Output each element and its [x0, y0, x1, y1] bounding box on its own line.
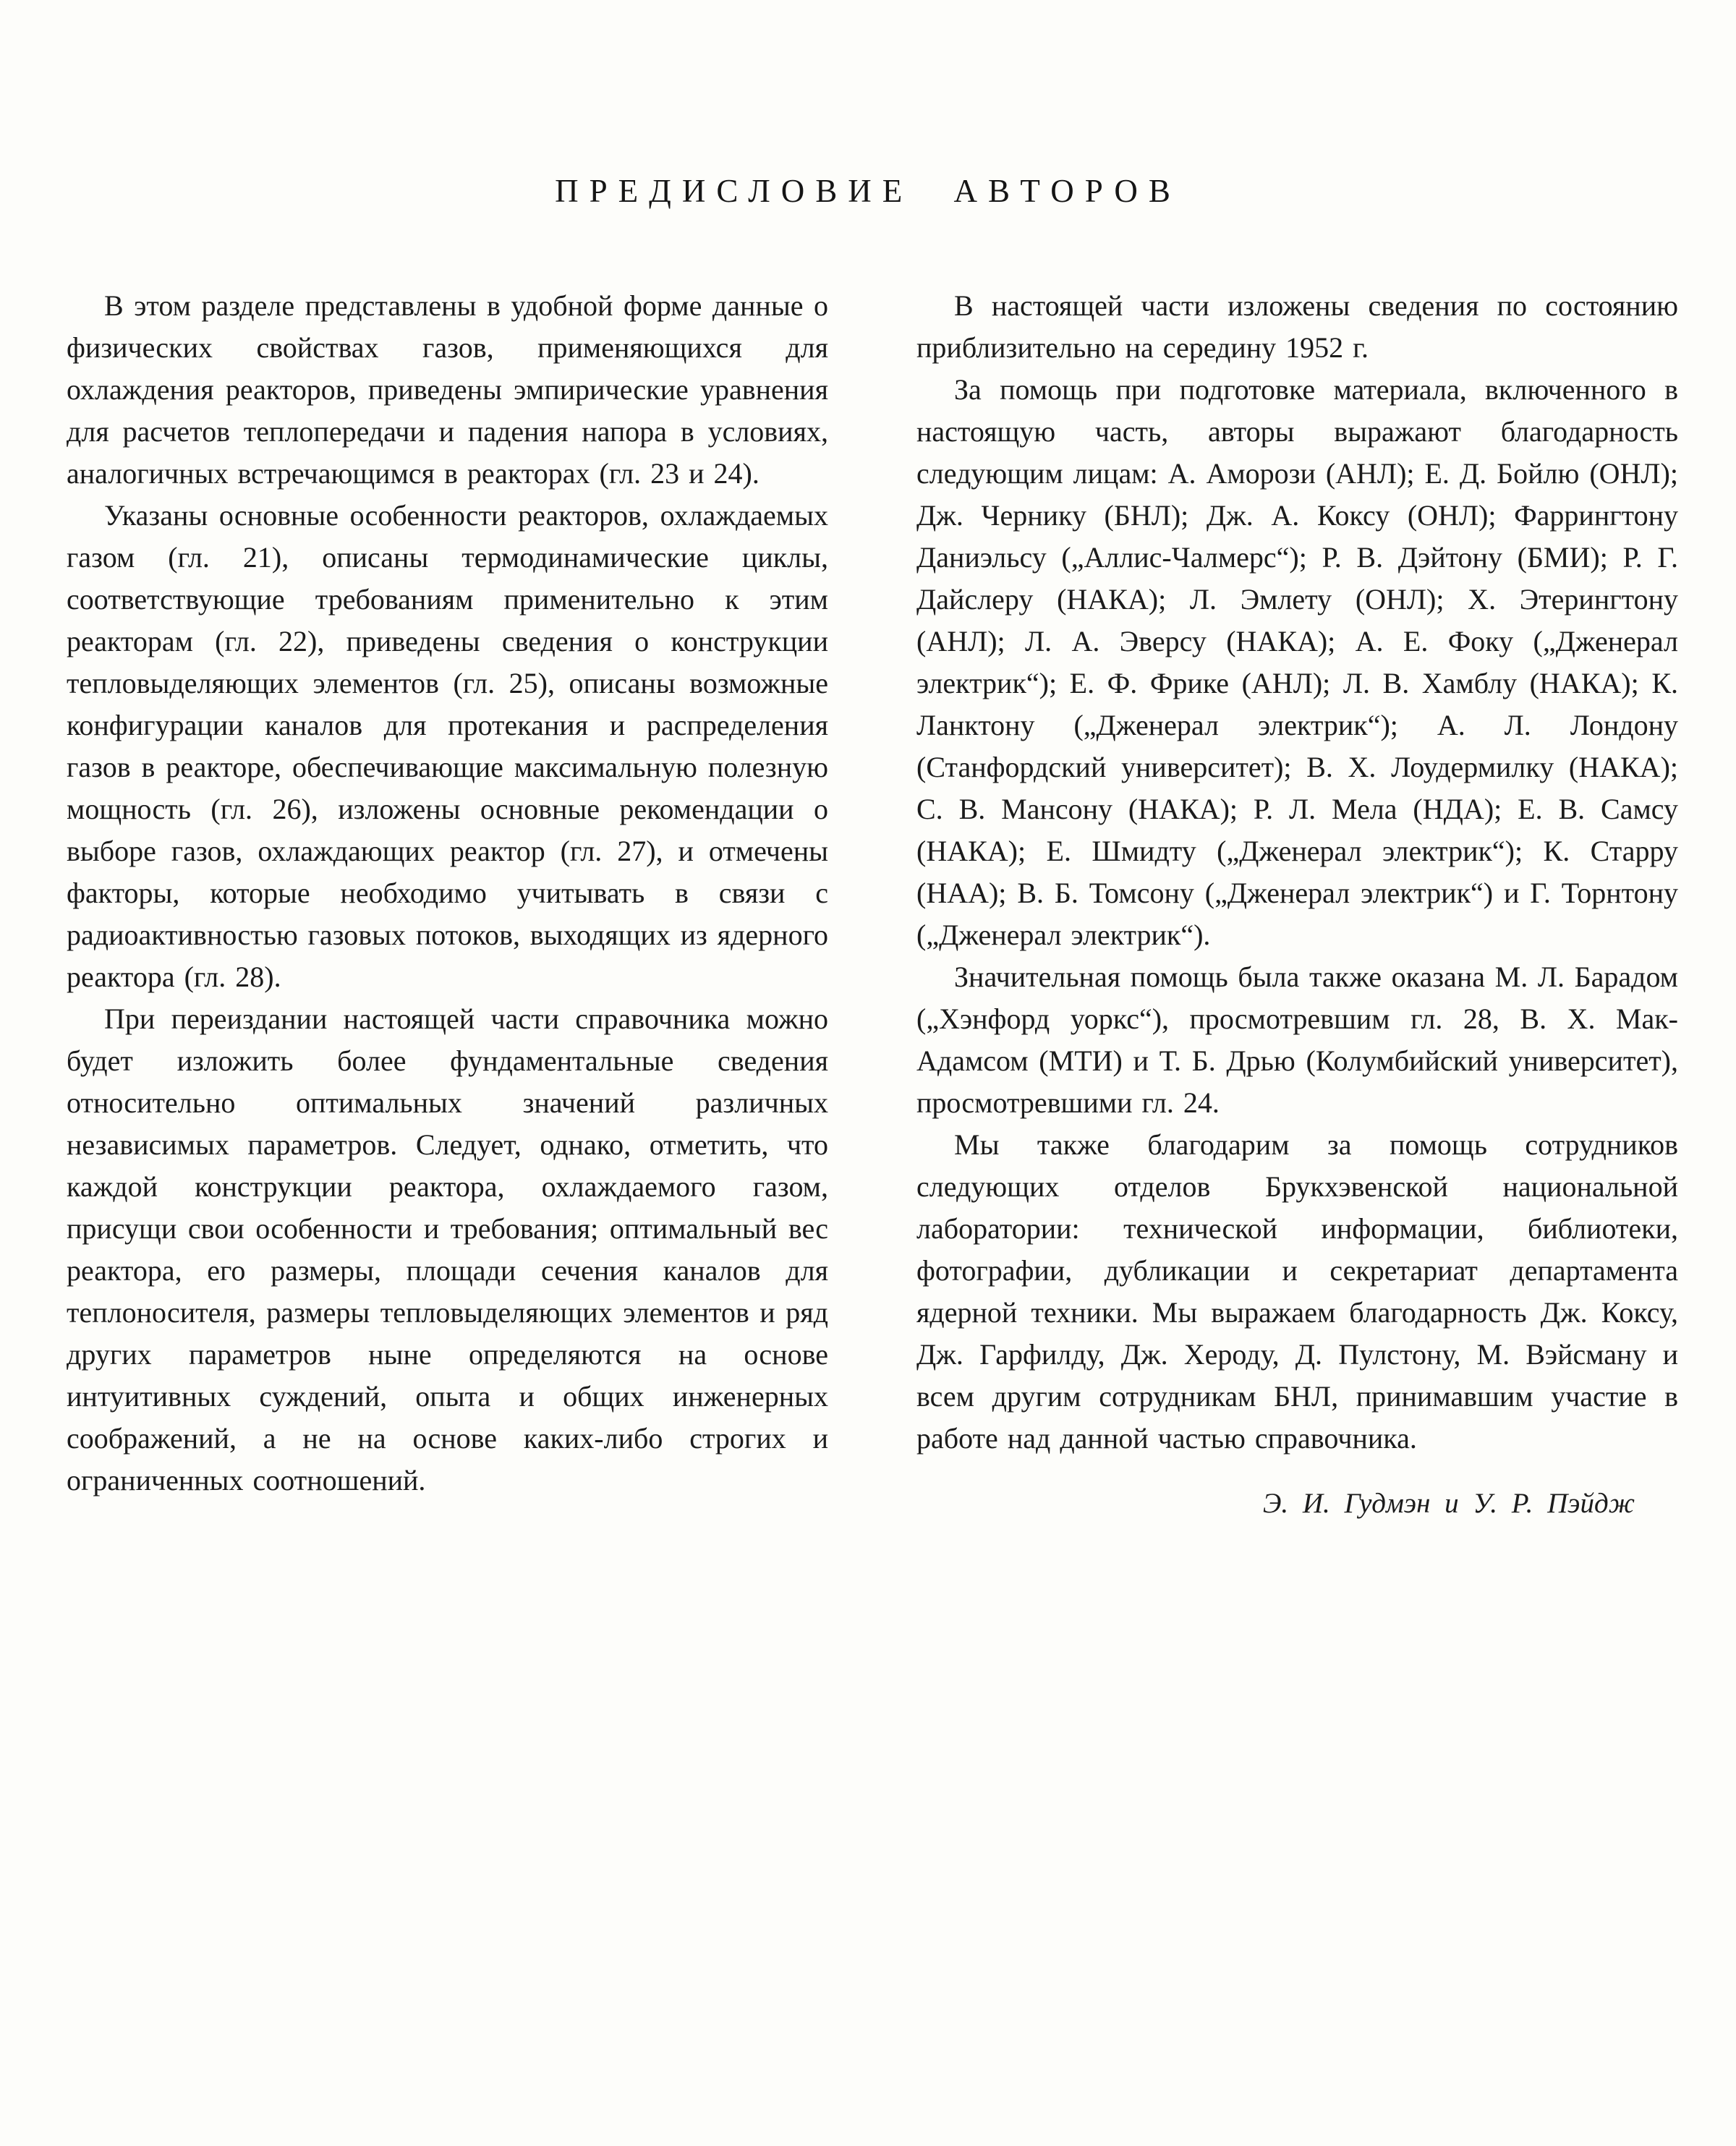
right-column [916, 285, 1678, 1520]
paragraph-right-4: Мы также благодарим за помощь сотрудников следующих отделов Брукхэвенской национальной лаборатории: технической информации, библиотеки, фотографии, дубликации и секретариат департамента ядерной техники. Мы выражаем благодарность Дж. Коксу, Дж. Гарфилду, Дж. Хероду, Д. Пулстону, М. Вэйсману и всем другим сотрудникам БНЛ, принимавшим участие в работе над данной частью справочника. [916, 1128, 1678, 1455]
paragraph-right-2: За помощь при подготовке материала, включенного в настоящую часть, авторы выражают благодарность следующим лицам: А. Аморози (АНЛ); Е. Д. Бойлю (ОНЛ); Дж. Чернику (БНЛ); Дж. А. Коксу (ОНЛ); Фаррингтону Даниэльсу („Аллис-Чалмерс“); Р. В. Дэйтону (БМИ); Р. Г. Дайслеру (НАКА); Л. Эмлету (ОНЛ); Х. Этерингтону (АНЛ); Л. А. Эверсу (НАКА); А. Е. Фоку („Дженерал электрик“); Е. Ф. Фрике (АНЛ); Л. В. Хамблу (НАКА); К. Ланктону („Дженерал электрик“); А. Л. Лондону (Станфордский университет); В. Х. Лоудермилку (НАКА); С. В. Мансону (НАКА); Р. Л. Мела (НДА); Е. В. Самсу (НАКА); Е. Шмидту („Дженерал электрик“); К. Старру (НАА); В. Б. Томсону („Дженерал электрик“) и Г. Торнтону („Дженерал электрик“). [916, 373, 1678, 951]
left-column [67, 285, 828, 1520]
page-title: ПРЕДИСЛОВИЕ АВТОРОВ [555, 173, 1181, 209]
paragraph-left-3: При переиздании настоящей части справочника можно будет изложить более фундаментальные сведения относительно оптимальных значений различных независимых параметров. Следует, однако, отметить, что каждой конструкции реактора, охлаждаемого газом, присущи свои особенности и требования; оптимальный вес реактора, его размеры, площади сечения каналов для теплоносителя, размеры тепловыделяющих элементов и ряд других параметров ныне определяются на основе интуитивных суждений, опыта и общих инженерных соображений, а не на основе каких-либо строгих и ограниченных соотношений. [67, 1002, 828, 1496]
paragraph-left-1: В этом разделе представлены в удобной форме данные о физических свойствах газов, применяющихся для охлаждения реакторов, приведены эмпирические уравнения для расчетов теплопередачи и падения напора в условиях, аналогичных встречающимся в реакторах (гл. 23 и 24). [67, 289, 828, 490]
paragraph-right-3: Значительная помощь была также оказана М. Л. Барадом („Хэнфорд уоркс“), просмотревшим гл. 28, В. Х. Мак-Адамсом (МТИ) и Т. Б. Дрью (Колумбийский университет), просмотревшими гл. 24. [916, 961, 1678, 1119]
text-columns [0, 285, 1736, 1520]
authors-signature: Э. И. Гудмэн и У. Р. Пэйдж [1262, 1488, 1635, 1519]
paragraph-left-2: Указаны основные особенности реакторов, охлаждаемых газом (гл. 21), описаны термодинамические циклы, соответствующие требованиям применительно к этим реакторам (гл. 22), приведены сведения о конструкции тепловыделяющих элементов (гл. 25), описаны возможные конфигурации каналов для протекания и распределения газов в реакторе, обеспечивающие максимальную полезную мощность (гл. 26), изложены основные рекомендации о выборе газов, охлаждающих реактор (гл. 27), и отмечены факторы, которые необходимо учитывать в связи с радиоактивностью газовых потоков, выходящих из ядерного реактора (гл. 28). [67, 499, 828, 993]
paragraph-right-1: В настоящей части изложены сведения по состоянию приблизительно на середину 1952 г. [916, 289, 1678, 364]
